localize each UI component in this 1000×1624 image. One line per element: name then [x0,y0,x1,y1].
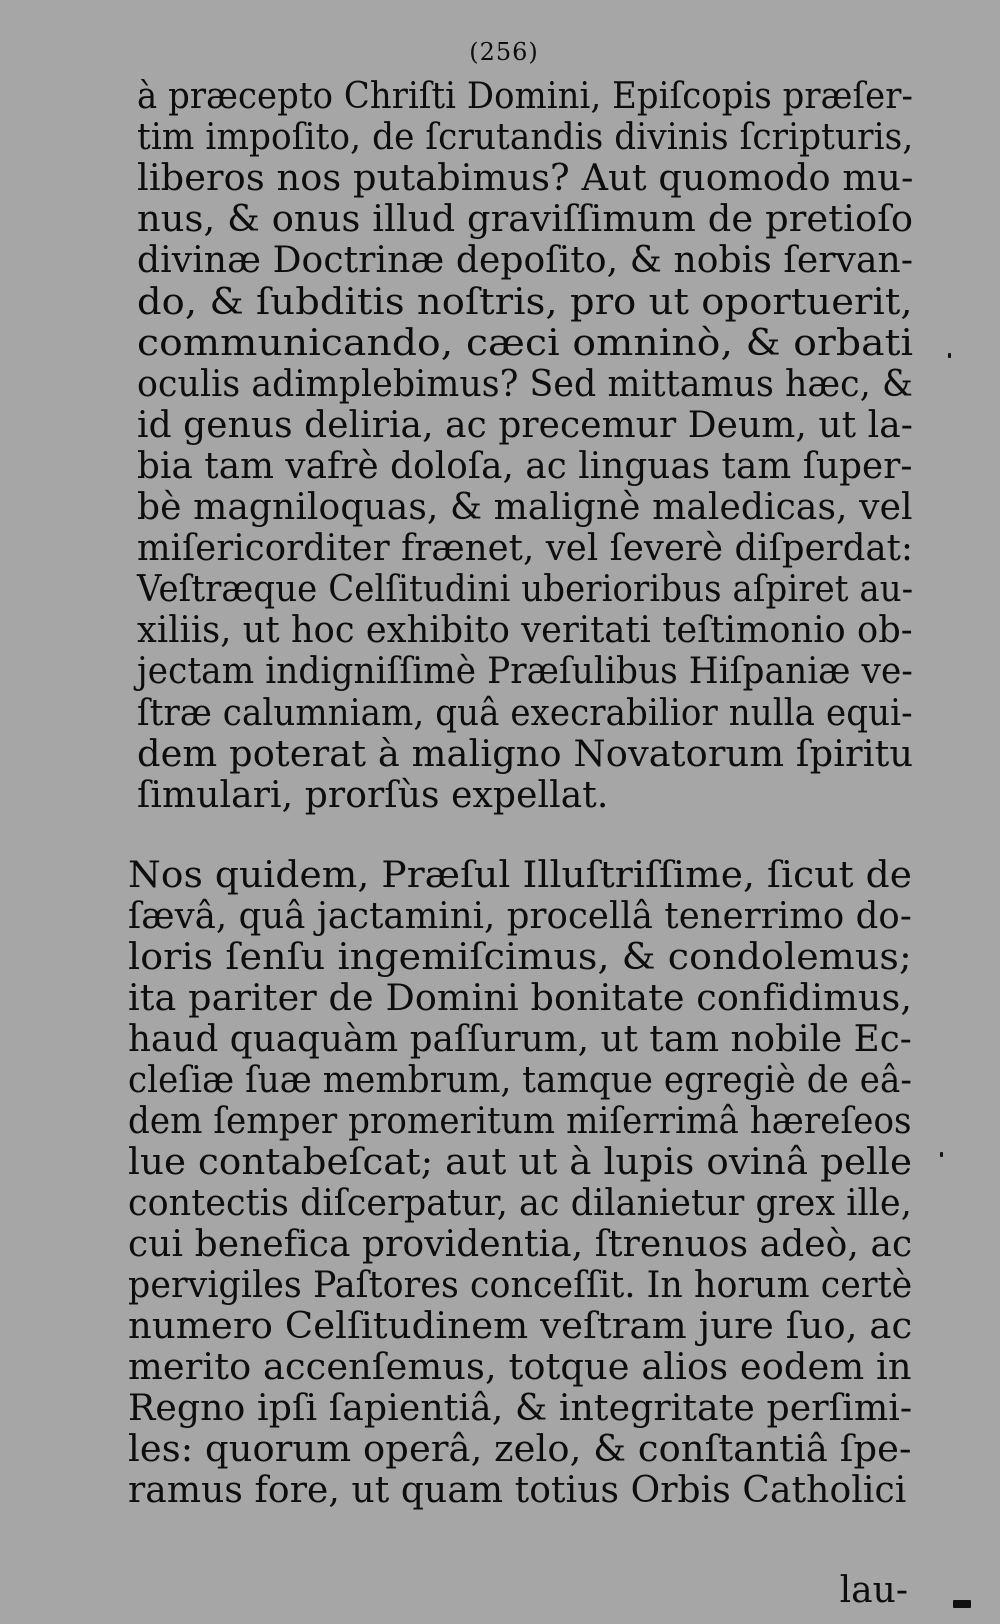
text-line: les: quorum operâ, zelo, & conſtantiâ ſpe- [128,1429,912,1470]
text-line: ſtræ calumniam, quâ execrabilior nulla equi- [137,692,913,734]
text-line: bia tam vafrè doloſa, ac linguas tam ſuper- [137,445,913,487]
text-line: Veſtræque Celſitudini uberioribus aſpiret au- [137,569,914,611]
text-line: miſericorditer frænet, vel ſeverè diſperdat: [137,528,914,570]
text-line: Nos quidem, Præſul Illuſtriſſime, ſicut de [128,855,913,896]
ink-speck [953,1600,971,1608]
text-line: id genus deliria, ac precemur Deum, ut la- [137,404,913,446]
text-line: cleſiæ ſuæ membrum, tamque egregiè de eâ- [128,1060,912,1101]
catchword: lau- [839,1570,908,1611]
ink-speck [948,353,951,358]
text-line: do, & ſubditis noſtris, pro ut oportuerit, [137,281,913,323]
text-line: haud quaquàm paſſurum, ut tam nobile Ec- [128,1019,912,1060]
text-line: Regno ipſi ſapientiâ, & integritate perſimi- [128,1388,913,1429]
text-line: ſimulari, prorſùs expellat. [137,774,609,816]
page-number: (256) [469,38,539,66]
text-line: dem ſemper promeritum miſerrimâ hæreſeos [128,1101,912,1142]
text-line: xiliis, ut hoc exhibito veritati teſtimonio ob- [137,610,913,652]
text-line: jectam indigniſſimè Præſulibus Hiſpaniæ ve- [137,651,913,693]
text-line: bè magniloquas, & malignè maledicas, vel [137,487,913,528]
text-line: oculis adimplebimus? Sed mittamus hæc, & [137,363,913,405]
text-line: cui benefica providentia, ſtrenuos adeò, ac [128,1224,913,1265]
text-line: numero Celſitudinem veſtram jure ſuo, ac [128,1306,913,1347]
text-line: dem poterat à maligno Novatorum ſpiritu [137,733,914,775]
text-line: liberos nos putabimus? Aut quomodo mu- [137,158,914,200]
text-line: divinæ Doctrinæ depoſito, & nobis ſervan- [137,240,914,282]
text-line: loris ſenſu ingemiſcimus, & condolemus; [128,937,912,978]
text-line: nus, & onus illud graviſſimum de pretioſo [137,199,914,241]
text-line: contectis diſcerpatur, ac dilanietur grex ille, [128,1183,912,1224]
text-line: merito accenſemus, totque alios eodem in [128,1347,912,1388]
text-line: communicando, cæci omninò, & orbati [137,322,914,364]
text-line: ita pariter de Domini bonitate confidimus, [128,978,913,1019]
text-line: ramus fore, ut quam totius Orbis Catholici [128,1470,907,1511]
ink-speck [940,1152,943,1157]
text-line: ſævâ, quâ jactamini, procellâ tenerrimo do- [128,896,912,937]
text-line: lue contabeſcat; aut ut à lupis ovinâ pelle [128,1142,913,1183]
text-line: tim impoſito, de ſcrutandis divinis ſcripturis, [137,117,914,159]
text-line: à præcepto Chriſti Domini, Epiſcopis præſer- [137,76,914,117]
text-line: pervigiles Paſtores conceſſit. In horum certè [128,1265,913,1306]
